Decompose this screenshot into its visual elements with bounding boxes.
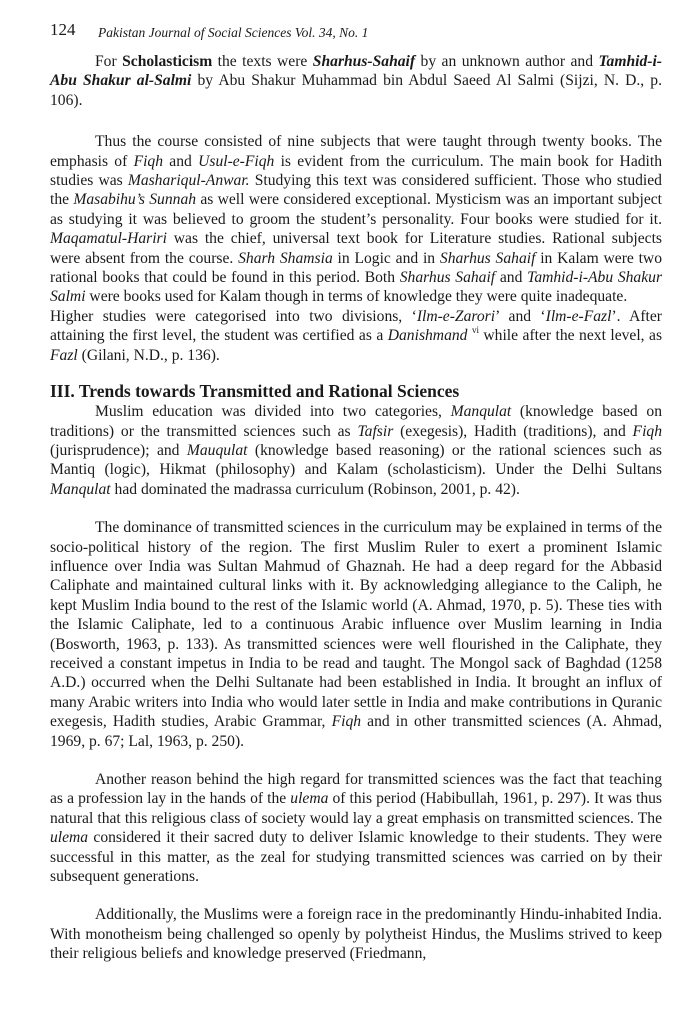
paragraph-foreign-race: Additionally, the Muslims were a foreign race in the predominantly Hindu-inhabited India. With monotheism being challenged so openly by polytheist Hindus, the Muslims strived to keep their religious beliefs and knowledge preserved (Friedmann, [50,906,662,963]
running-header [50,20,662,42]
section-heading: III. Trends towards Transmitted and Rational Sciences [50,381,460,402]
paragraph-education-categories: Muslim education was divided into two categories, Manqulat (knowledge based on traditions) or the transmitted sciences such as Tafsir (exegesis), Hadith (traditions), and Fiqh (jurisprudence); and Mauqulat (knowledge based reasoning) or the rational sciences such as Mantiq (logic), Hikmat (philosophy) and Kalam (scholasticism). Under the Delhi Sultans Manqulat had dominated the madrassa curriculum (Robinson, 2001, p. 42). [50,403,662,498]
page-number: 124 [50,20,76,39]
paragraph-transmitted-dominance: The dominance of transmitted sciences in the curriculum may be explained in terms of the socio-political history of the region. The first Muslim Ruler to exert a prominent Islamic influence over India was Sultan Mahmud of Ghaznah. He had a deep regard for the Abbasid Caliphate and maintained cultural links with it. By acknowledging allegiance to the Caliph, he kept Muslim India bound to the rest of the Islamic world (A. Ahmad, 1970, p. 5). These ties with the Islamic Caliphate, led to a continuous Arabic influence over Muslim learning in India (Bosworth, 1963, p. 133). As transmitted sciences were well flourished in the Caliphate, they received a constant impetus in India to be read and taught. The Mongol sack of Baghdad (1258 A.D.) occurred when the Delhi Sultanate had been established in India. It brought an influx of many Arabic writers into India who would later settle in India and make contributions in Quranic exegesis, Hadith studies, Arabic Grammar, Fiqh and in other transmitted sciences (A. Ahmad, 1969, p. 67; Lal, 1963, p. 250). [50,519,662,750]
footnote-marker: vi [471,325,479,336]
paragraph-course-summary: Thus the course consisted of nine subjects that were taught through twenty books. The emphasis of Fiqh and Usul-e-Fiqh is evident from the curriculum. The main book for Hadith studies was Mashariqul-Anwar. Studying this text was considered sufficient. Those who studied the Masabihu’s Sunnah as well were considered exceptional. Mysticism was an important subject as studying it was believed to groom the student’s personality. Four books were studied for it. Maqamatul-Hariri was the chief, universal text book for Literature studies. Rational subjects were absent from the course. Sharh Shamsia in Logic and in Sharhus Sahaif in Kalam were two rational books that could be found in this period. Both Sharhus Sahaif and Tamhid-i-Abu Shakur Salmi were books used for Kalam though in terms of knowledge they were quite inadequate. [50,133,663,306]
paragraph-ulema-teaching: Another reason behind the high regard for transmitted sciences was the fact that teaching as a profession lay in the hands of the ulema of this period (Habibullah, 1961, p. 297). It was thus natural that this religious class of society would lay a great emphasis on transmitted sciences. The ulema considered it their sacred duty to deliver Islamic knowledge to their students. They were successful in this matter, as the zeal for studying transmitted sciences was carried on by their subsequent generations. [50,771,662,886]
body-text [50,52,662,964]
paragraph-higher-studies: Higher studies were categorised into two divisions, ‘Ilm-e-Zarori’ and ‘Ilm-e-Fazl’. After attaining the first level, the student was certified as a Danishmand $^{vi}$ while after the next level, as Fazl (Gilani, N.D., p. 136). [50,307,663,364]
paragraph-scholasticism: For Scholasticism the texts were Sharhus-Sahaif by an unknown author and Tamhid-i-Abu Shakur al-Salmi by Abu Shakur Muhammad bin Abdul Saeed Al Salmi (Sijzi, N. D., p. 106). [50,53,662,109]
journal-title: Pakistan Journal of Social Sciences Vol. 34, No. 1 [98,25,369,40]
